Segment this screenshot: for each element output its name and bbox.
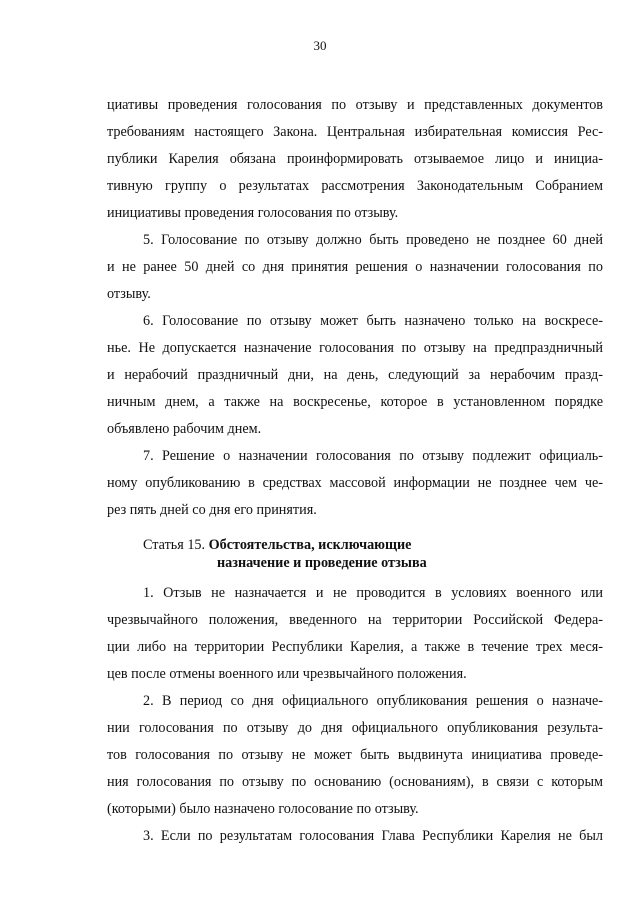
paragraph-line: 1. Отзыв не назначается и не проводится в условиях военного или: [143, 585, 603, 601]
paragraph-line: отзыву.: [107, 286, 151, 302]
paragraph-line: ции либо на территории Республики Карелия, а также в течение трех меся-: [107, 639, 603, 655]
paragraph-line: 3. Если по результатам голосования Глава Республики Карелия не был: [143, 828, 603, 844]
paragraph-line: рез пять дней со дня его принятия.: [107, 502, 317, 518]
paragraph-line: нии голосования по отзыву до дня официального опубликования результа-: [107, 720, 603, 736]
paragraph-line: цев после отмены военного или чрезвычайного положения.: [107, 666, 467, 682]
paragraph-line: (которыми) было назначено голосование по отзыву.: [107, 801, 419, 817]
paragraph-line: 6. Голосование по отзыву может быть назначено только на воскресе-: [143, 313, 603, 329]
article-heading: [143, 536, 411, 554]
article-title-line-1: Обстоятельства, исключающие: [208, 537, 412, 553]
paragraph-line: ничным днем, а также на воскресенье, которое в установленном порядке: [107, 394, 603, 410]
paragraph-line: и не ранее 50 дней со дня принятия решения о назначении голосования по: [107, 259, 603, 275]
page-number: 30: [313, 38, 327, 53]
paragraph-line: тивную группу о результатах рассмотрения Законодательным Собранием: [107, 178, 603, 194]
paragraph-line: 2. В период со дня официального опубликования решения о назначе-: [143, 693, 603, 709]
paragraph-line: требованиям настоящего Закона. Центральная избирательная комиссия Рес-: [107, 124, 603, 140]
article-title-line-2: назначение и проведение отзыва: [217, 555, 427, 571]
paragraph-line: ному опубликованию в средствах массовой информации не позднее чем че-: [107, 475, 603, 491]
paragraph-line: инициативы проведения голосования по отзыву.: [107, 205, 399, 221]
paragraph-line: объявлено рабочим днем.: [107, 421, 262, 437]
article-heading-continued: [217, 554, 427, 572]
paragraph-line: 5. Голосование по отзыву должно быть проведено не позднее 60 дней: [143, 232, 603, 248]
paragraph-line: чрезвычайного положения, введенного на территории Российской Федера-: [107, 612, 603, 628]
paragraph-line: нье. Не допускается назначение голосования по отзыву на предпраздничный: [107, 340, 603, 356]
paragraph-line: публики Карелия обязана проинформировать отзываемое лицо и инициа-: [107, 151, 603, 167]
paragraph-line: и нерабочий праздничный дни, на день, следующий за нерабочим празд-: [107, 367, 603, 383]
paragraph-line: циативы проведения голосования по отзыву и представленных документов: [107, 97, 603, 113]
paragraph-line: ния голосования по отзыву по основанию (основаниям), в связи с которым: [107, 774, 603, 790]
article-number: Статья 15.: [143, 537, 206, 553]
paragraph-line: 7. Решение о назначении голосования по отзыву подлежит официаль-: [143, 448, 603, 464]
paragraph-line: тов голосования по отзыву не может быть выдвинута инициатива проведе-: [107, 747, 603, 763]
